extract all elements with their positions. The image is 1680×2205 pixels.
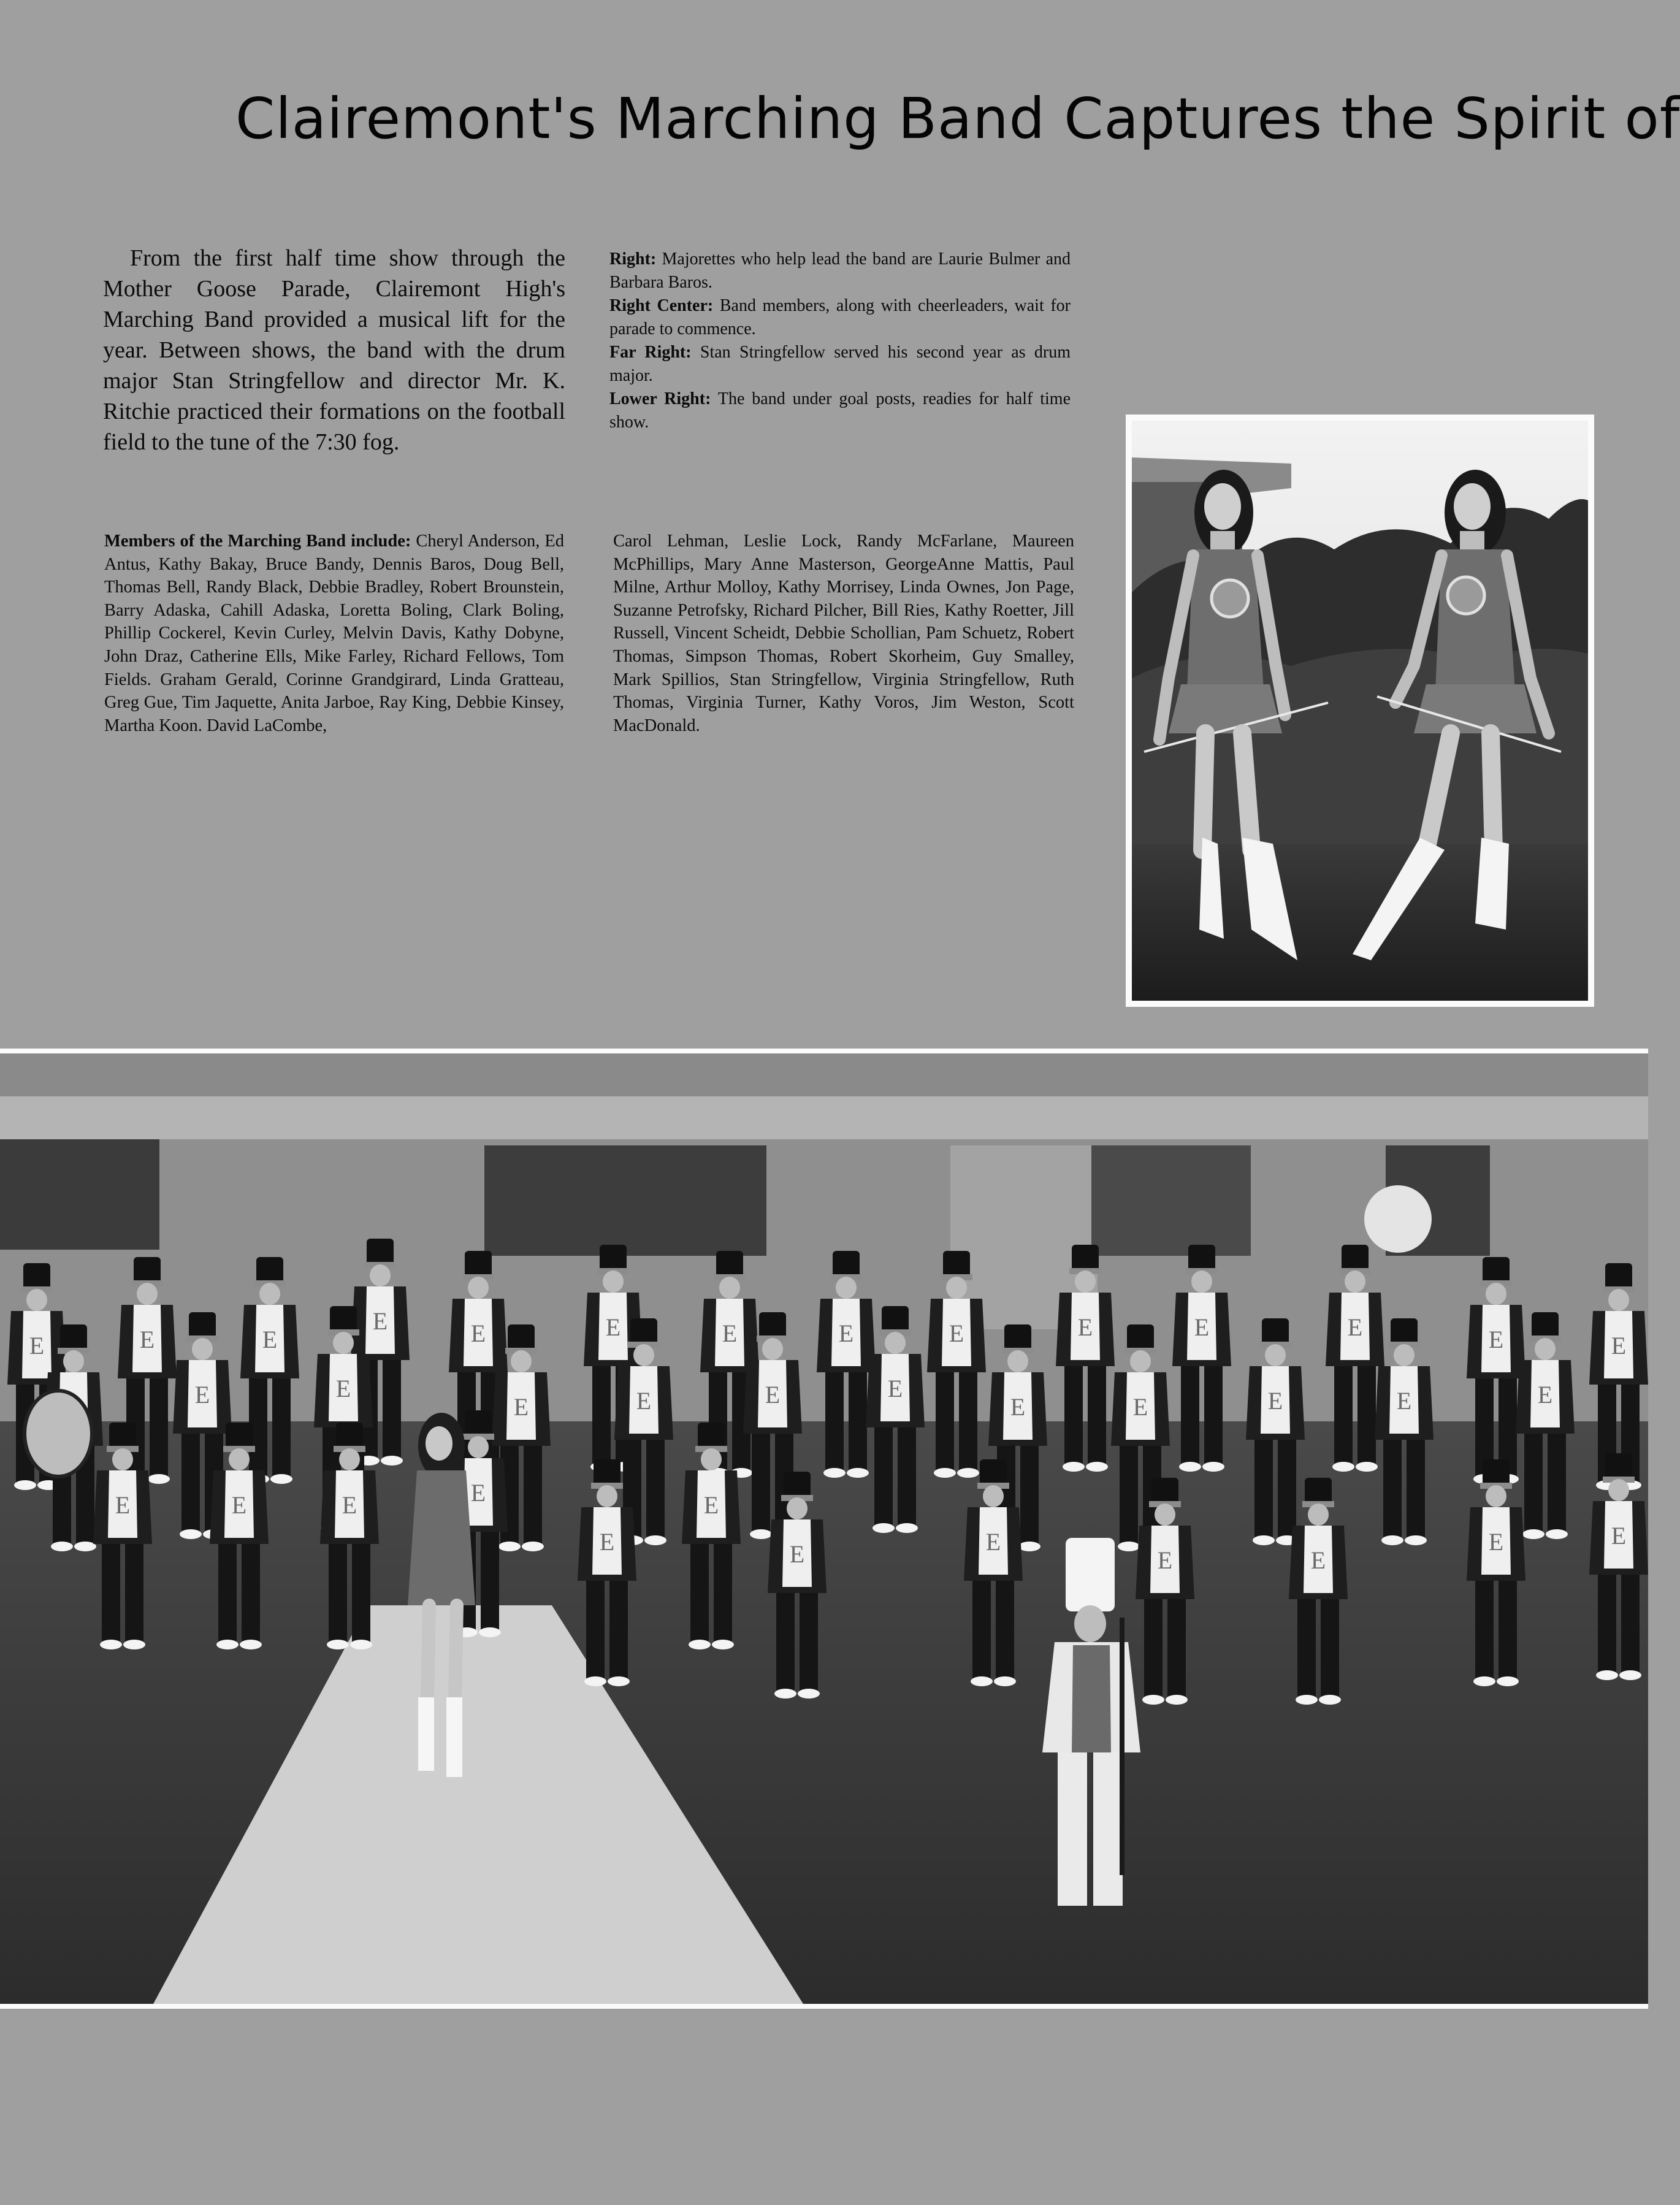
members-names-left: Cheryl Anderson, Ed Antus, Kathy Bakay, Bruce Bandy, Dennis Baros, Doug Bell, Thomas Bell, Randy Black, Debbie Bradley, Robert Brounstein, Barry Adaska, Cahill Adaska, Loretta Boling, Clark Boling, Phillip Cockerel, Kevin Curley, Melvin Davis, Kathy Dobyne, John Draz, Catherine Ells, Mike Farley, Richard Fellows, Tom Fields. Graham Gerald, Corinne Grandgirard, Linda Gratteau, Greg Gue, Tim Jaquette, Anita Jarboe, Ray King, Debbie Kinsey, Martha Koon. David LaCombe, [104, 532, 565, 735]
marching-band-photo-image [0, 1053, 1648, 2004]
sousaphone-bell [1364, 1185, 1432, 1253]
caption-text: Majorettes who help lead the band are Laurie Bulmer and Barbara Baros. [609, 250, 1071, 292]
caption-lower-right [609, 388, 1071, 434]
photo-captions [609, 248, 1071, 434]
page-headline: Clairemont's Marching Band Captures the Spirit of [235, 86, 1680, 151]
members-list-left [104, 530, 564, 737]
majorettes-photo-image [1132, 421, 1588, 1001]
caption-text: The band under goal posts, readies for half time show. [609, 389, 1071, 432]
caption-right [609, 248, 1071, 294]
intro-paragraph: From the first half time show through the Mother Goose Parade, Clairemont High's Marching Band provided a musical lift for the year. Between shows, the band with the drum major Stan Stringfellow and director Mr. K. Ritchie practiced their formations on the football field to the tune of the 7:30 fog. [103, 245, 565, 455]
bass-drum [25, 1391, 92, 1477]
caption-label: Right: [609, 250, 657, 269]
members-list-right: Carol Lehman, Leslie Lock, Randy McFarlane, Maureen McPhillips, Mary Anne Masterson, GeorgeAnne Mattis, Paul Milne, Arthur Molloy, Kathy Morrisey, Linda Ownes, Jon Page, Suzanne Petrofsky, Richard Pilcher, Bill Ries, Kathy Roetter, Jill Russell, Vincent Scheidt, Debbie Schollian, Pam Schuetz, Robert Thomas, Simpson Thomas, Robert Skorheim, Guy Smalley, Mark Spillios, Stan Stringfellow, Virginia Stringfellow, Ruth Thomas, Virginia Turner, Kathy Voros, Jim Weston, Scott MacDonald. [613, 532, 1074, 735]
caption-text: Stan Stringfellow served his second year as drum major. [609, 343, 1071, 385]
marching-band-photo [0, 1049, 1648, 2009]
caption-far-right [609, 341, 1071, 388]
caption-label: Right Center: [609, 296, 714, 315]
caption-text: Band members, along with cheerleaders, wait for parade to commence. [609, 296, 1071, 338]
caption-label: Lower Right: [609, 389, 711, 408]
majorettes-photo [1126, 415, 1594, 1007]
caption-right-center [609, 294, 1071, 341]
caption-label: Far Right: [609, 343, 692, 362]
members-label: Members of the Marching Band include: [104, 532, 411, 551]
